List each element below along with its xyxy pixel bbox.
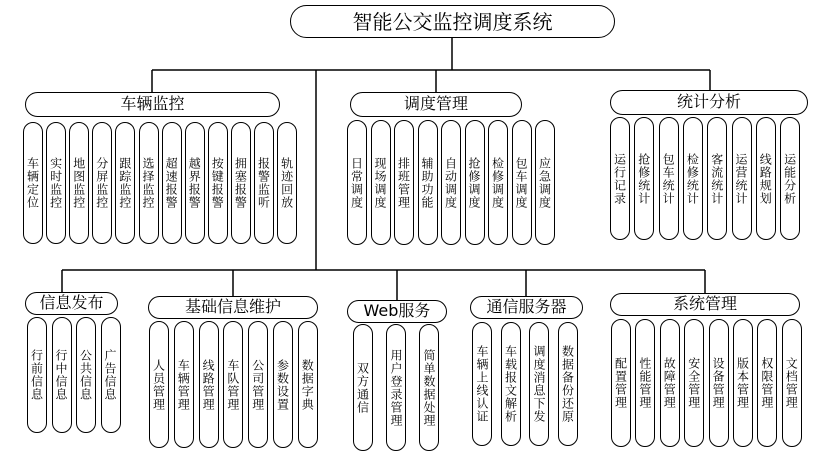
module-label: 包车统计 [661,152,676,205]
module-label: 自动调度 [443,156,458,209]
module-item [683,117,703,240]
module-label: 车载报文解析 [503,345,518,423]
module-item [756,117,776,240]
module-label: 运行记录 [612,152,627,205]
module-label: 人员管理 [151,358,166,411]
module-item [684,319,704,447]
module-label: 超速报警 [164,157,179,209]
group-header: 车辆监控 [25,92,280,117]
module-item [52,317,72,433]
module-label: 性能管理 [637,357,652,409]
module-label: 越界报警 [187,157,202,209]
module-item [394,120,414,245]
module-label: 调度消息下发 [532,345,546,423]
module-item [512,120,532,245]
group-header: 信息发布 [25,292,118,315]
module-label: 广告信息 [103,349,117,401]
module-item [298,321,318,448]
module-item [733,319,753,447]
module-item [529,322,549,446]
module-label: 公共信息 [78,349,93,401]
module-item [223,321,243,448]
module-label: 运营统计 [734,152,748,205]
module-item [707,117,727,240]
module-item [162,122,182,244]
module-label: 现场调度 [373,156,387,209]
module-item [101,317,121,433]
module-item [709,319,729,447]
module-item [488,120,508,245]
group-header: 调度管理 [350,92,522,117]
module-label: 抢修调度 [467,156,481,209]
module-item [23,122,43,244]
module-item [634,117,654,240]
module-label: 跟踪监控 [117,157,132,209]
module-label: 配置管理 [613,357,628,409]
module-item [386,324,406,451]
module-item [659,117,679,240]
module-item [472,322,492,446]
module-label: 设备管理 [711,357,726,409]
module-label: 轨迹回放 [279,157,294,209]
module-label: 用户登录管理 [389,348,403,427]
module-item [419,324,439,451]
module-item [780,117,800,240]
module-item [418,120,438,245]
module-item [149,321,169,448]
module-label: 行前信息 [29,349,44,401]
module-label: 拥塞报警 [233,157,248,209]
module-item [441,120,461,245]
module-label: 包车调度 [514,156,528,209]
group-header: 系统管理 [610,293,800,316]
group-header: 统计分析 [610,90,808,115]
group-header: 通信服务器 [470,296,583,319]
module-item [732,117,752,240]
module-item [782,319,802,447]
module-label: 检修调度 [490,156,505,209]
module-item [248,321,268,448]
module-label: 车辆上线认证 [475,345,489,423]
module-item [353,324,373,451]
module-label: 报警监听 [256,157,271,209]
module-item [208,122,228,244]
module-label: 线路管理 [201,358,216,411]
module-label: 抢修统计 [636,152,651,205]
module-label: 公司管理 [250,358,265,411]
module-item [254,122,274,244]
module-item [465,120,485,245]
module-label: 安全管理 [686,357,701,409]
module-item [27,317,47,433]
module-item [92,122,112,244]
module-label: 辅助功能 [420,156,434,209]
module-item [199,321,219,448]
module-label: 行中信息 [54,349,68,401]
module-label: 权限管理 [759,357,774,409]
module-label: 运能分析 [782,152,797,205]
module-label: 线路规划 [758,152,773,205]
module-label: 双方通信 [355,361,370,414]
module-label: 简单数据处理 [422,348,436,427]
module-label: 分屏监控 [94,157,109,209]
module-item [273,321,293,448]
module-item [139,122,159,244]
module-label: 日常调度 [349,156,364,209]
group-header: 基础信息维护 [148,296,318,319]
module-label: 应急调度 [537,156,552,209]
module-item [69,122,89,244]
module-label: 故障管理 [662,357,677,409]
module-item [558,322,578,446]
module-label: 地图监控 [71,157,86,209]
module-item [115,122,135,244]
module-item [610,117,630,240]
module-item [277,122,297,244]
module-label: 车辆定位 [25,157,40,209]
module-label: 排班管理 [396,156,411,209]
module-label: 实时监控 [48,157,63,209]
module-label: 选择监控 [141,157,155,209]
module-label: 参数设置 [275,358,290,411]
module-label: 数据字典 [300,358,315,411]
module-item [611,319,631,447]
group-header: Web服务 [347,300,447,323]
module-item [46,122,66,244]
module-item [231,122,251,244]
module-label: 数据备份还原 [560,345,575,423]
module-label: 版本管理 [735,357,750,409]
module-label: 客流统计 [709,152,724,205]
module-item [185,122,205,244]
module-label: 车队管理 [225,358,240,411]
module-item [535,120,555,245]
root-title: 智能公交监控调度系统 [290,5,615,38]
module-item [347,120,367,245]
module-item [174,321,194,448]
module-label: 车辆管理 [176,358,191,411]
module-label: 按键报警 [210,157,225,209]
module-item [76,317,96,433]
module-label: 检修统计 [685,152,700,205]
module-item [635,319,655,447]
module-item [757,319,777,447]
module-item [371,120,391,245]
module-item [501,322,521,446]
module-item [660,319,680,447]
module-label: 文档管理 [784,357,799,409]
